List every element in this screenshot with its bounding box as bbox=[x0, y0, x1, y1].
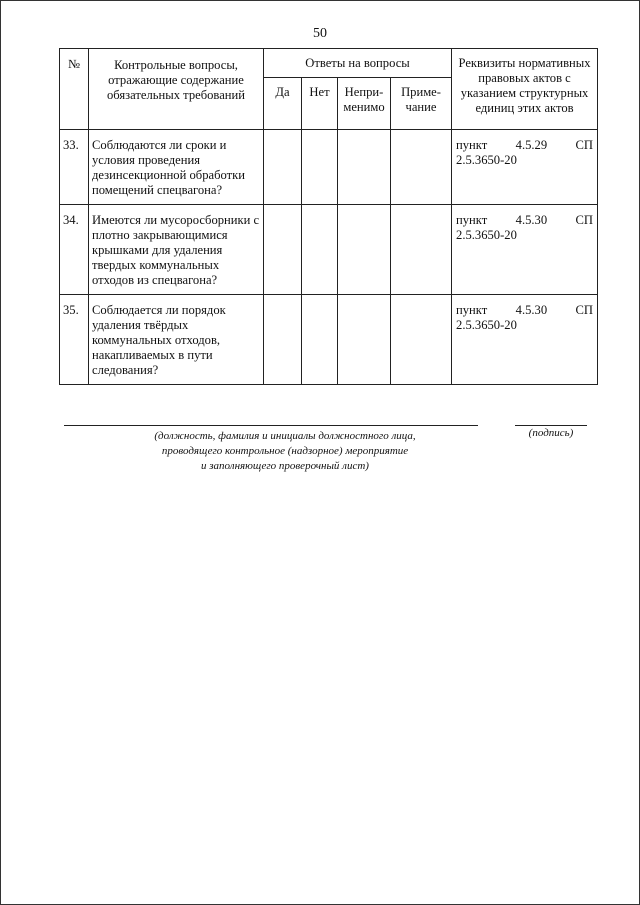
header-answers: Ответы на вопросы bbox=[264, 49, 452, 78]
ref-word: пункт bbox=[456, 213, 488, 227]
row-reference bbox=[452, 295, 598, 385]
answer-no-cell[interactable] bbox=[302, 295, 338, 385]
ref-sp: СП bbox=[575, 303, 594, 317]
answer-yes-cell[interactable] bbox=[264, 130, 302, 205]
ref-doc: 2.5.3650-20 bbox=[456, 318, 517, 332]
header-num: № bbox=[60, 49, 89, 130]
header-requisites: Реквизиты нормативных правовых актов с указанием структурных единиц этих актов bbox=[452, 49, 598, 130]
signature-caption bbox=[120, 429, 450, 474]
ref-doc: 2.5.3650-20 bbox=[456, 153, 517, 167]
ref-word: пункт bbox=[456, 138, 488, 152]
row-reference bbox=[452, 130, 598, 205]
ref-clause: 4.5.30 bbox=[515, 303, 548, 317]
header-answer-na bbox=[338, 78, 391, 130]
answer-na-cell[interactable] bbox=[338, 205, 391, 295]
header-answer-note bbox=[391, 78, 452, 130]
signature-sign-caption: (подпись) bbox=[528, 427, 574, 439]
answer-no-cell[interactable] bbox=[302, 205, 338, 295]
row-number: 33. bbox=[60, 130, 89, 205]
signature-caption-line1: (должность, фамилия и инициалы должностного лица, bbox=[154, 430, 416, 442]
answer-note-cell[interactable] bbox=[391, 295, 452, 385]
signature-sign-line bbox=[515, 425, 587, 426]
header-answer-na-part2: менимо bbox=[343, 100, 385, 114]
row-question: Соблюдаются ли сроки и условия проведения дезинсекционной обработки помещений спецвагона? bbox=[89, 130, 264, 205]
row-number: 35. bbox=[60, 295, 89, 385]
checklist-table bbox=[59, 48, 598, 385]
header-questions: Контрольные вопросы, отражающие содержание обязательных требований bbox=[89, 49, 264, 130]
ref-sp: СП bbox=[575, 138, 594, 152]
answer-na-cell[interactable] bbox=[338, 295, 391, 385]
ref-clause: 4.5.29 bbox=[515, 138, 548, 152]
answer-no-cell[interactable] bbox=[302, 130, 338, 205]
table-row bbox=[60, 130, 598, 205]
page-number: 50 bbox=[313, 26, 327, 41]
header-row bbox=[60, 49, 598, 78]
signature-position-line bbox=[64, 425, 478, 426]
ref-doc: 2.5.3650-20 bbox=[456, 228, 517, 242]
answer-na-cell[interactable] bbox=[338, 130, 391, 205]
signature-caption-line3: и заполняющего проверочный лист) bbox=[201, 460, 369, 472]
ref-sp: СП bbox=[575, 213, 594, 227]
row-question: Соблюдается ли порядок удаления твёрдых коммунальных отходов, накапливаемых в пути следования? bbox=[89, 295, 264, 385]
answer-yes-cell[interactable] bbox=[264, 205, 302, 295]
signature-caption-line2: проводящего контрольное (надзорное) мероприятие bbox=[161, 445, 409, 457]
header-answer-na-part1: Непри- bbox=[344, 85, 384, 99]
header-answer-yes: Да bbox=[264, 78, 302, 130]
header-answer-note-part2: чание bbox=[405, 100, 437, 114]
row-number: 34. bbox=[60, 205, 89, 295]
header-answer-note-part1: Приме- bbox=[401, 85, 441, 99]
answer-note-cell[interactable] bbox=[391, 130, 452, 205]
table-row bbox=[60, 295, 598, 385]
ref-clause: 4.5.30 bbox=[515, 213, 548, 227]
table-row bbox=[60, 205, 598, 295]
row-question: Имеются ли мусоросборники с плотно закрывающимися крышками для удаления твердых коммунальных отходов из спецвагона? bbox=[89, 205, 264, 295]
answer-note-cell[interactable] bbox=[391, 205, 452, 295]
header-answer-no: Нет bbox=[302, 78, 338, 130]
ref-word: пункт bbox=[456, 303, 488, 317]
row-reference bbox=[452, 205, 598, 295]
answer-yes-cell[interactable] bbox=[264, 295, 302, 385]
